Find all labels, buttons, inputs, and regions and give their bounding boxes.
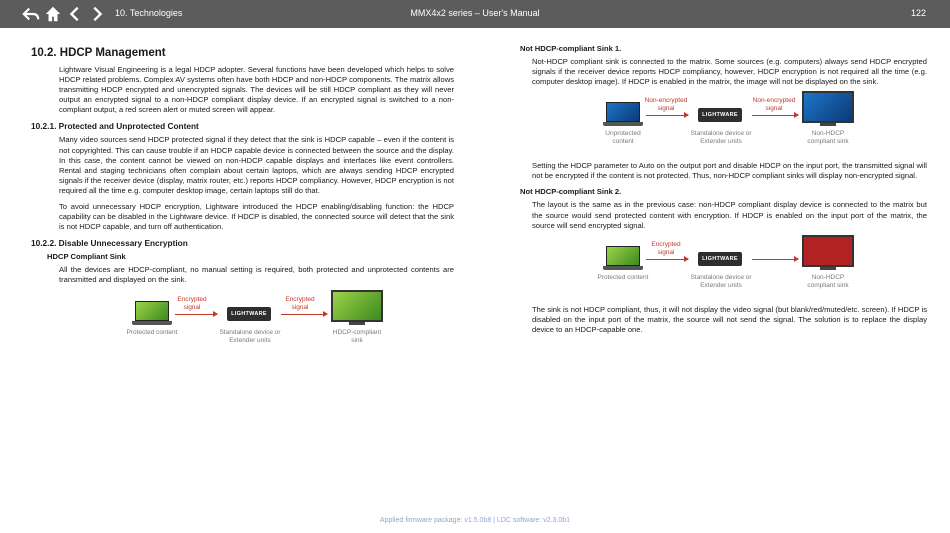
source-label: Protected content <box>126 328 178 336</box>
arrow <box>752 115 798 116</box>
paragraph: All the devices are HDCP-compliant, no manual setting is required, both protected and unprotected contents are transmitted and displayed on the sink. <box>59 265 454 285</box>
document-title: MMX4x2 series – User's Manual <box>410 8 540 18</box>
paragraph: Lightware Visual Engineering is a legal HDCP adopter. Several functions have been developed which helps to solve HDCP related problems. Complex AV systems often have both HDCP and non-HDCP components. The matrix allows transmitting HDCP encrypted and unencrypted signals. The devices will be still HDCP compliant as they will never output an encrypted signal to a non-HDCP compliant display device. If an encrypted signal is switched to a non-compliant output, a red screen alert or muted screen will appear. <box>59 65 454 115</box>
source-label: Unprotected content <box>605 130 641 146</box>
sink-label: Non-HDCP compliant sink <box>807 130 849 146</box>
laptop-icon <box>606 246 643 270</box>
lightware-device-icon: LIGHTWARE <box>227 307 271 321</box>
lightware-device-icon: LIGHTWARE <box>698 252 742 266</box>
signal-label: Non-encrypted signal <box>752 97 796 113</box>
arrow <box>175 314 217 315</box>
monitor-icon <box>802 235 854 270</box>
diagram-non-hdcp-2 <box>597 237 927 299</box>
heading-non-hdcp-sink-1: Not HDCP-compliant Sink 1. <box>520 44 622 53</box>
page-number: 122 <box>910 8 926 18</box>
arrow <box>646 115 688 116</box>
device-label: Standalone device or Extender units <box>690 273 752 289</box>
lightware-device-icon: LIGHTWARE <box>698 108 742 122</box>
paragraph: The layout is the same as in the previous case: non-HDCP compliant display device is connected to the matrix but the source would send protected content with encryption. If HDCP is enabled on the input port of the matrix, the source will send encrypted signal. <box>532 200 927 230</box>
sink-label: HDCP-compliant sink <box>332 328 382 344</box>
footer: Applied firmware package: v1.5.0b8 | LDC software: v2.3.0b1 <box>379 517 571 524</box>
sink-label: Non-HDCP compliant sink <box>807 273 849 289</box>
device-label: Standalone device or Extender units <box>690 130 752 146</box>
signal-label: Encrypted signal <box>651 240 681 256</box>
top-bar <box>0 0 950 28</box>
paragraph: Setting the HDCP parameter to Auto on the output port and disable HDCP on the input port, the transmitted signal will not be encrypted if the content is not protected. Thus, non-HDCP compliant sinks will display non-encrypted signal. <box>532 161 927 181</box>
arrow <box>281 314 327 315</box>
diagram-hdcp-compliant <box>126 292 454 354</box>
arrow <box>646 259 688 260</box>
source-label: Protected content <box>597 273 649 281</box>
paragraph: To avoid unnecessary HDCP encryption, Lightware introduced the HDCP enabling/disabling function: the HDCP capability can be disabled in the Lightware device. If HDCP is disabled, the connected source will detect that the sink is not HDCP capable, and turn off authentication. <box>59 202 454 232</box>
right-column <box>520 40 927 341</box>
heading-protected-content: 10.2.1. Protected and Unprotected Content <box>31 121 199 132</box>
paragraph: Not-HDCP compliant sink is connected to the matrix. Some sources (e.g. computers) always send HDCP encrypted signals if the receiver device reports HDCP compliancy, however, HDCP encryption is not required all the time (e.g. computer desktop image). If HDCP is enabled in the matrix, the image will not be displayed on the sink. <box>532 57 927 87</box>
laptop-icon <box>135 301 172 325</box>
diagram-non-hdcp-1 <box>602 93 927 155</box>
signal-label: Encrypted signal <box>177 295 207 311</box>
laptop-icon <box>606 102 643 126</box>
heading-hdcp-compliant-sink: HDCP Compliant Sink <box>47 252 126 262</box>
signal-label: Encrypted signal <box>285 295 315 311</box>
heading-non-hdcp-sink-2: Not HDCP-compliant Sink 2. <box>520 187 622 197</box>
arrow <box>752 259 798 260</box>
paragraph: Many video sources send HDCP protected signal if they detect that the sink is HDCP capable – even if the content is not copyrighted. This can cause trouble if an HDCP capable device is connected between the source and the display. In this case, the content cannot be viewed on non-HDCP capable displays and interfaces like event controllers. Rental and staging technicians often complain about certain laptops, which are always sending HDCP encrypted signals if the receiver device (display, matrix router, etc.) reports HDCP compliancy. However, HDCP encryption is not required all the time e.g. computer desktop image, certain laptops still do that. <box>59 135 454 195</box>
heading-hdcp-management: 10.2. HDCP Management <box>31 47 166 59</box>
monitor-icon <box>331 290 383 325</box>
left-column <box>31 40 454 360</box>
signal-label: Non-encrypted signal <box>644 97 688 113</box>
monitor-icon <box>802 91 854 126</box>
heading-disable-encryption: 10.2.2. Disable Unnecessary Encryption <box>31 238 188 249</box>
paragraph: The sink is not HDCP compliant, thus, it will not display the video signal (but blank/red/muted/etc. screen). If HDCP is disabled on the input port of the matrix, the source will not send the signal. The solution is to replace the display device to an HDCP-capable one. <box>532 304 927 334</box>
device-label: Standalone device or Extender units <box>219 328 281 344</box>
section-title: 10. Technologies <box>115 8 183 18</box>
